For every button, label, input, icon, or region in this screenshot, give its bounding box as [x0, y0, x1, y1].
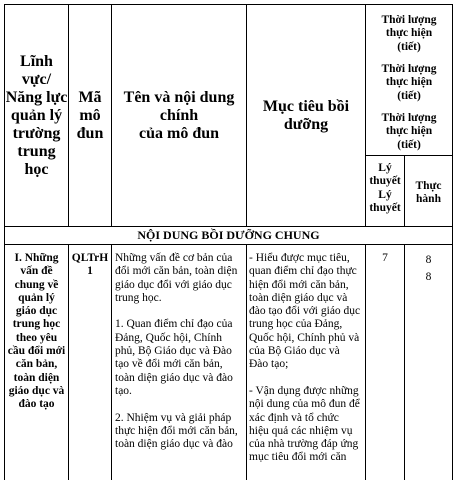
header-practice: Thực hành — [415, 180, 442, 206]
col-divider-1-body — [68, 244, 69, 480]
row-field: I. Những vấn đề chung về quản lý giáo dục trung học theo yêu cầu đổi mới căn bản, toàn diện giáo dục và đào tạo — [7, 252, 66, 411]
header-goal: Mục tiêu bồi dưỡng — [262, 97, 350, 133]
row-theory: 7 — [382, 252, 388, 264]
header-duration-2: Thời lượng thực hiện (tiết) — [381, 63, 437, 102]
header-field: Lĩnh vực/ Năng lực quản lý trường trung học — [5, 52, 68, 178]
col-divider-4-body — [365, 244, 366, 480]
header-theory: Lý thuyết Lý thuyết — [369, 162, 401, 214]
table-border-right — [452, 4, 453, 480]
row-module-content: Những vấn đề cơ bản của đổi mới căn bản, toàn diện giáo dục đổi với giáo dục trung học. 1. Quan điểm chỉ đạo của Đảng, Quốc hội, Chính phủ, Bộ Giáo dục và Đào tạo về đổi mới căn bản, toàn diện giáo dục và đào tạo. 2. Nhiệm vụ và giải pháp thực hiện đổi mới căn bản, toàn diện giáo dục và đào — [115, 252, 238, 451]
col-divider-2-body — [111, 244, 112, 480]
row-module-code: QLTrH 1 — [71, 252, 109, 278]
header-module-name: Tên và nội dung chính của mô đun — [123, 88, 235, 142]
header-divider — [365, 155, 453, 156]
header-duration-3: Thời lượng thực hiện (tiết) — [381, 112, 437, 151]
header-duration-1: Thời lượng thực hiện (tiết) — [381, 14, 437, 53]
col-divider-3-body — [246, 244, 247, 480]
row-practice: 8 8 — [425, 254, 432, 283]
row-goal: - Hiểu được mục tiêu, quan điểm chỉ đạo thực hiện đổi mới căn bản, toàn diện giáo dục và đào tạo đổi với giáo dục trung học của Đảng, Quốc hội, Chính phủ và của Bộ Giáo dục và Đào tạo; - Vận dụng được những nội dung của mô đun để xác định và tổ chức hiệu quả các nhiệm vụ của nhà trường đáp ứng mục tiêu đổi mới căn — [249, 252, 361, 464]
section-title: NỘI DUNG BỒI DƯỠNG CHUNG — [137, 228, 320, 242]
section-row-bottom-line — [4, 244, 453, 245]
header-module-code: Mã mô đun — [76, 88, 104, 142]
